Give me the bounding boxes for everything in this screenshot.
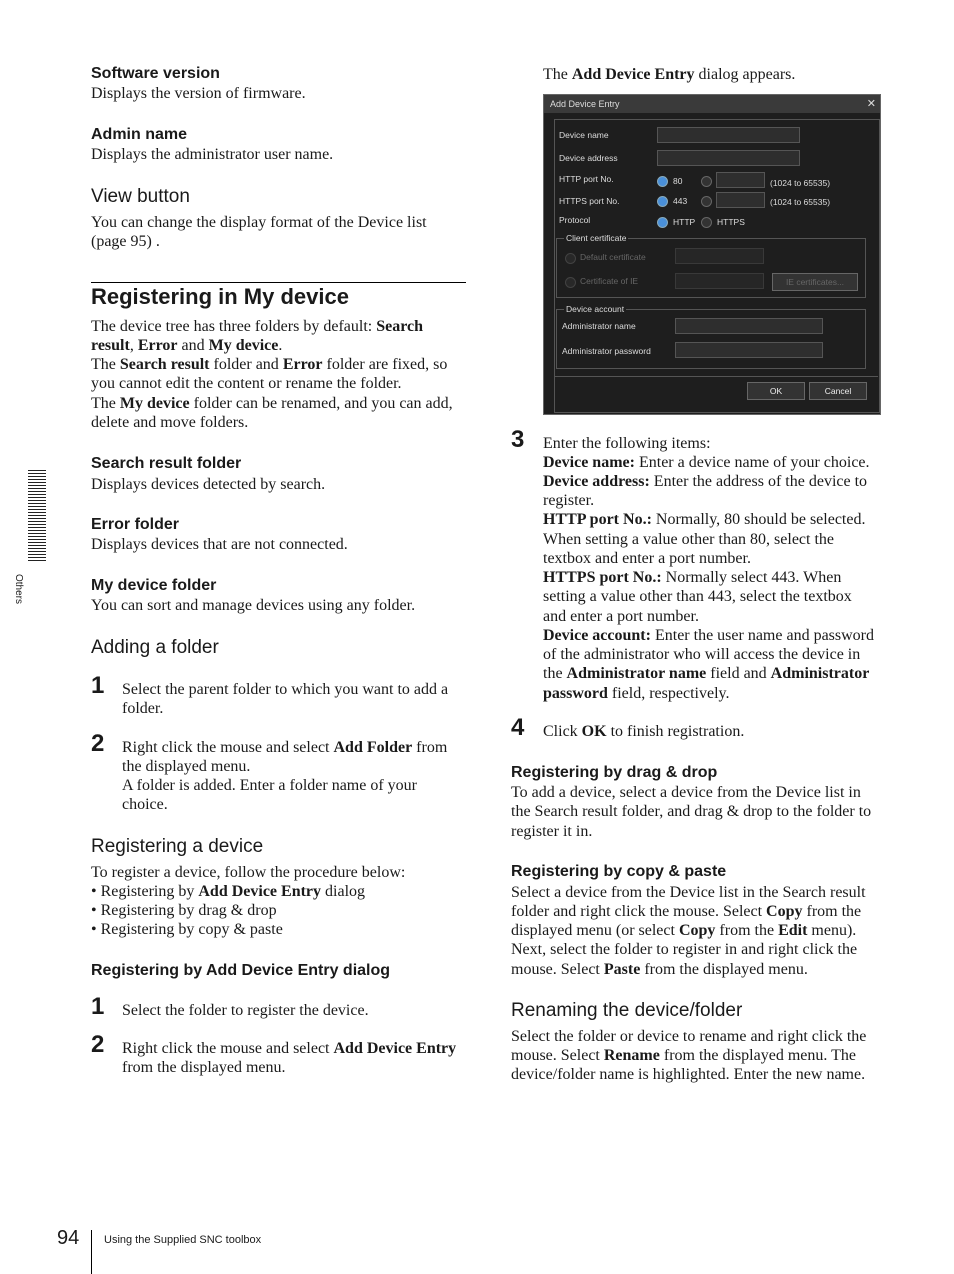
- http-port-custom-radio[interactable]: [701, 176, 712, 187]
- step-text: Device account: Enter the user name and password: [543, 627, 875, 644]
- protocol-https-radio[interactable]: [701, 217, 712, 228]
- drag-drop-text: register it in.: [511, 823, 593, 840]
- step-text: of the administrator who will access the device in: [543, 646, 861, 663]
- step-number: 1: [91, 672, 105, 699]
- https-port-default-radio[interactable]: [657, 196, 668, 207]
- default-certificate-radio[interactable]: [565, 253, 576, 264]
- https-port-custom-radio[interactable]: [701, 196, 712, 207]
- http-port-input[interactable]: [716, 172, 765, 188]
- footer-divider: [91, 1230, 92, 1274]
- registering-line: you cannot edit the content or rename the folder.: [91, 375, 402, 392]
- step-text: textbox and enter a port number.: [543, 550, 751, 567]
- step-number: 3: [511, 426, 525, 453]
- admin-name-label: Administrator name: [562, 321, 636, 331]
- sidebar-label: Others: [13, 574, 24, 605]
- device-address-label: Device address: [559, 153, 618, 163]
- client-certificate-label: Client certificate: [566, 233, 627, 243]
- admin-name-input[interactable]: [675, 318, 823, 334]
- view-button-text-1: You can change the display format of the Device list: [91, 214, 427, 231]
- software-version-text: Displays the version of firmware.: [91, 85, 306, 102]
- close-icon[interactable]: ✕: [866, 98, 876, 110]
- step-text: HTTPS port No.: Normally select 443. When: [543, 569, 842, 586]
- step-text: register.: [543, 492, 595, 509]
- my-device-folder-text: You can sort and manage devices using any folder.: [91, 597, 416, 614]
- ie-certificate-field[interactable]: [675, 273, 764, 289]
- copy-paste-text: mouse. Select Paste from the displayed menu.: [511, 961, 808, 978]
- device-name-input[interactable]: [657, 127, 800, 143]
- device-address-input[interactable]: [657, 150, 800, 166]
- device-account-label: Device account: [566, 304, 625, 314]
- renaming-text: Select the folder or device to rename and right click the: [511, 1028, 867, 1045]
- dialog-title: Add Device Entry: [550, 99, 620, 109]
- copy-paste-text: Next, select the folder to register in and right click the: [511, 941, 858, 958]
- registering-line: delete and move folders.: [91, 414, 249, 431]
- https-port-input[interactable]: [716, 192, 765, 208]
- step-text: Select the parent folder to which you want to add a: [122, 681, 449, 698]
- drag-drop-text: To add a device, select a device from the Device list in: [511, 784, 861, 801]
- step-text: Device name: Enter a device name of your choice.: [543, 454, 870, 471]
- bullet-item: • Registering by drag & drop: [91, 902, 277, 919]
- copy-paste-text: Select a device from the Device list in the Search result: [511, 884, 866, 901]
- device-name-label: Device name: [559, 130, 609, 140]
- registering-line: result, Error and My device.: [91, 337, 283, 354]
- registering-line: The Search result folder and Error folder are fixed, so: [91, 356, 448, 373]
- step-text: A folder is added. Enter a folder name of your: [122, 777, 418, 794]
- step-number: 1: [91, 993, 105, 1020]
- drag-drop-heading: Registering by drag & drop: [511, 764, 718, 781]
- adding-folder-heading: Adding a folder: [91, 637, 219, 658]
- registering-title: Registering in My device: [91, 284, 349, 309]
- step-number: 2: [91, 730, 105, 757]
- search-result-folder-text: Displays devices detected by search.: [91, 476, 326, 493]
- registering-line: The My device folder can be renamed, and you can add,: [91, 395, 453, 412]
- dialog-titlebar: [544, 95, 880, 113]
- registering-line: The device tree has three folders by default: Search: [91, 318, 424, 335]
- ie-certificate-label: Certificate of IE: [580, 276, 639, 286]
- registering-device-heading: Registering a device: [91, 836, 264, 857]
- protocol-http-radio[interactable]: [657, 217, 668, 228]
- renaming-heading: Renaming the device/folder: [511, 1000, 743, 1021]
- protocol-http-label: HTTP: [673, 217, 696, 227]
- page-number: 94: [57, 1227, 80, 1249]
- step-text: the Administrator name field and Administrator: [543, 665, 870, 682]
- step-text: Enter the following items:: [543, 435, 711, 452]
- view-button-heading: View button: [91, 186, 190, 207]
- error-folder-heading: Error folder: [91, 516, 180, 533]
- admin-password-input[interactable]: [675, 342, 823, 358]
- admin-name-text: Displays the administrator user name.: [91, 146, 334, 163]
- copy-paste-text: displayed menu (or select Copy from the Edit menu).: [511, 922, 857, 939]
- copy-paste-text: folder and right click the mouse. Select Copy from the: [511, 903, 862, 920]
- step-text: Right click the mouse and select Add Device Entry: [122, 1040, 457, 1057]
- https-port-label: HTTPS port No.: [559, 196, 620, 206]
- section-tab-marker: [28, 470, 46, 562]
- step-text: Device address: Enter the address of the device to: [543, 473, 868, 490]
- step-text: When setting a value other than 80, select the: [543, 531, 835, 548]
- http-port-default-radio[interactable]: [657, 176, 668, 187]
- renaming-text: mouse. Select Rename from the displayed menu. The: [511, 1047, 856, 1064]
- dialog-divider: [554, 376, 878, 377]
- ie-certificates-button[interactable]: IE certificates...: [772, 273, 858, 291]
- default-certificate-label: Default certificate: [580, 252, 646, 262]
- ok-button[interactable]: OK: [747, 382, 805, 400]
- protocol-https-label: HTTPS: [717, 217, 745, 227]
- step-text: Right click the mouse and select Add Folder from: [122, 739, 448, 756]
- admin-password-label: Administrator password: [562, 346, 651, 356]
- step-text: Click OK to finish registration.: [543, 723, 745, 740]
- step-text: setting a value other than 443, select the textbox: [543, 588, 852, 605]
- footer-text: Using the Supplied SNC toolbox: [104, 1234, 262, 1246]
- step-text: the displayed menu.: [122, 758, 251, 775]
- step-text: Select the folder to register the device.: [122, 1002, 369, 1019]
- step-number: 4: [511, 714, 525, 741]
- drag-drop-text: the Search result folder, and drag & drop to the folder to: [511, 803, 872, 820]
- renaming-text: device/folder name is highlighted. Enter the new name.: [511, 1066, 866, 1083]
- my-device-folder-heading: My device folder: [91, 577, 217, 594]
- ie-certificate-radio[interactable]: [565, 277, 576, 288]
- default-certificate-field[interactable]: [675, 248, 764, 264]
- step-text: password field, respectively.: [543, 685, 730, 702]
- step-text: folder.: [122, 700, 164, 717]
- admin-name-heading: Admin name: [91, 126, 188, 143]
- protocol-label: Protocol: [559, 215, 591, 225]
- registering-device-intro: To register a device, follow the procedure below:: [91, 864, 406, 881]
- by-dialog-heading: Registering by Add Device Entry dialog: [91, 962, 391, 979]
- software-version-heading: Software version: [91, 65, 220, 82]
- error-folder-text: Displays devices that are not connected.: [91, 536, 348, 553]
- step-text: and enter a port number.: [543, 608, 699, 625]
- search-result-folder-heading: Search result folder: [91, 455, 242, 472]
- view-button-text-2: (page 95) .: [91, 233, 160, 250]
- cancel-button[interactable]: Cancel: [809, 382, 867, 400]
- add-device-entry-dialog: [543, 94, 881, 415]
- step-text: from the displayed menu.: [122, 1059, 286, 1076]
- copy-paste-heading: Registering by copy & paste: [511, 863, 727, 880]
- http-port-default-value: 80: [673, 176, 683, 186]
- https-port-default-value: 443: [673, 196, 688, 206]
- http-port-label: HTTP port No.: [559, 174, 614, 184]
- bullet-item: • Registering by copy & paste: [91, 921, 283, 938]
- http-port-range: (1024 to 65535): [770, 178, 831, 188]
- step-text: HTTP port No.: Normally, 80 should be selected.: [543, 511, 866, 528]
- https-port-range: (1024 to 65535): [770, 197, 831, 207]
- dialog-intro: The Add Device Entry dialog appears.: [543, 66, 796, 83]
- step-text: choice.: [122, 796, 168, 813]
- bullet-item: • Registering by Add Device Entry dialog: [91, 883, 366, 900]
- step-number: 2: [91, 1031, 105, 1058]
